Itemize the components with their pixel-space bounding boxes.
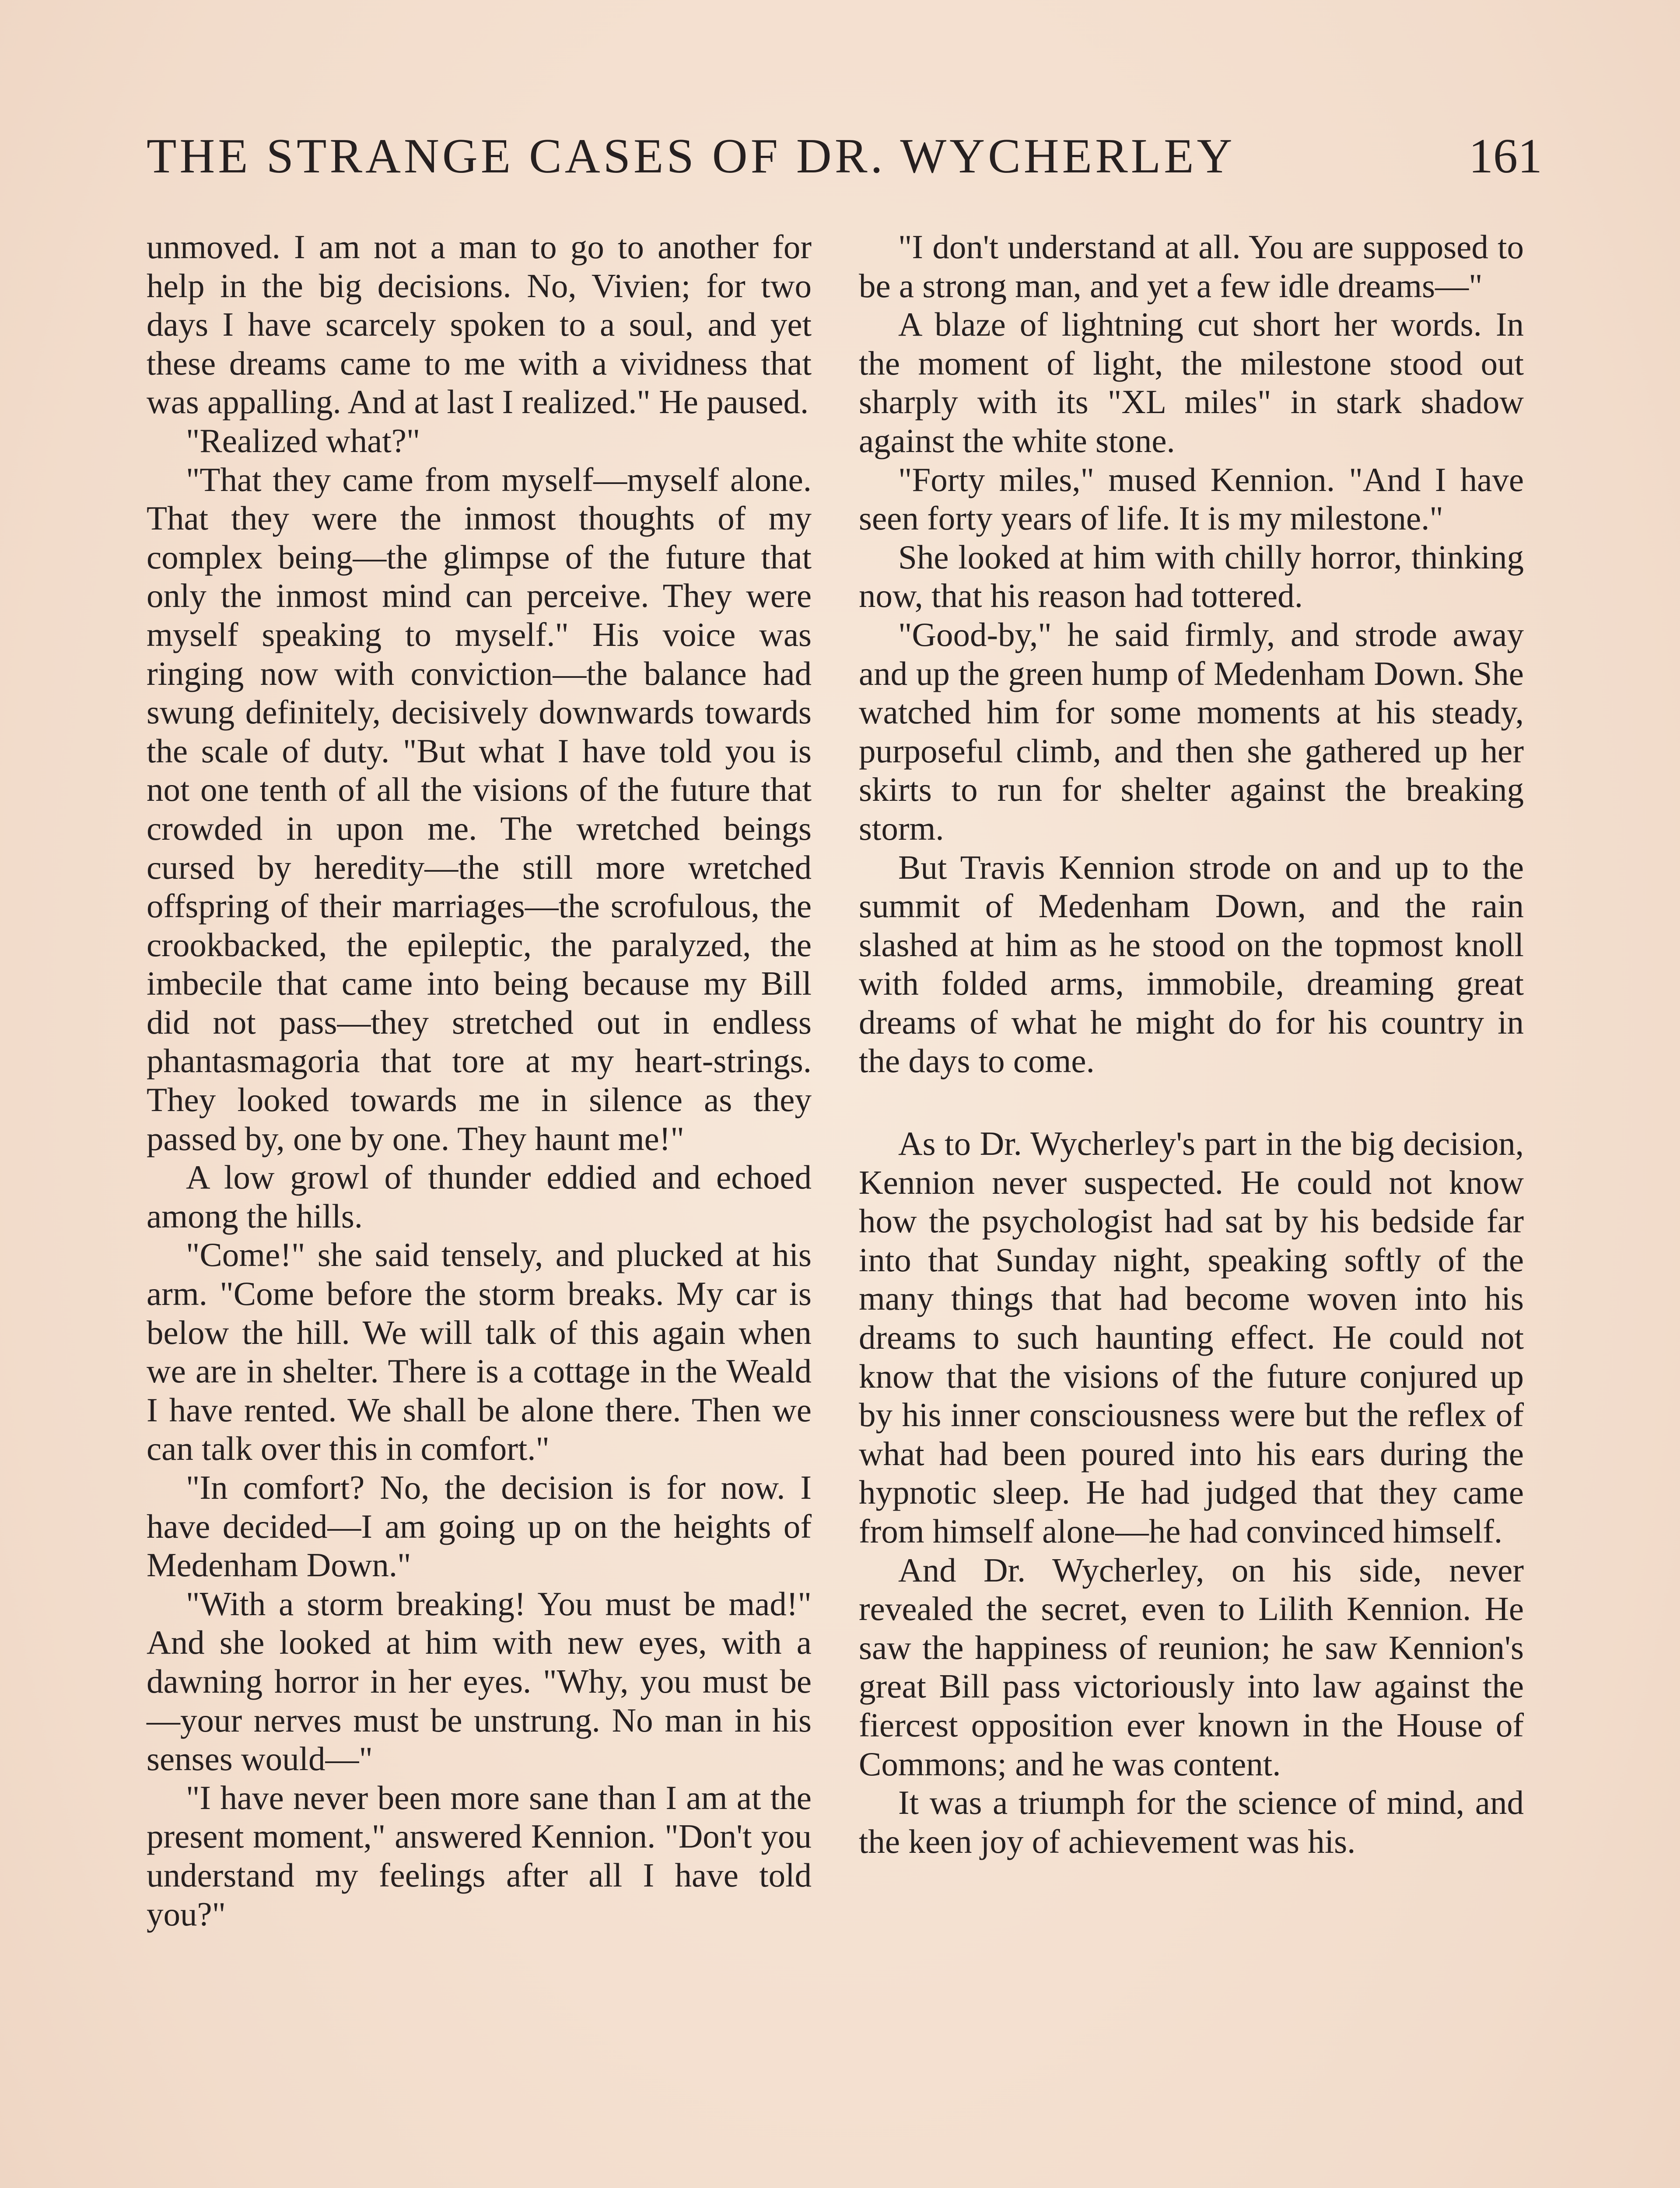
paragraph: "I don't understand at all. You are supposed to be a strong man, and yet a few idle dreams—": [859, 228, 1524, 305]
running-header: [147, 115, 1542, 198]
paragraph: "Come!" she said tensely, and plucked at his arm. "Come before the storm breaks. My car is below the hill. We will talk of this again when we are in shelter. There is a cottage in the Weald I have rented. We shall be alone there. Then we can talk over this in comfort.": [147, 1236, 812, 1468]
paragraph: "I have never been more sane than I am at the present moment," answered Kennion. "Don't you understand my feelings after all I have told you?": [147, 1778, 812, 1933]
paragraph: A low growl of thunder eddied and echoed among the hills.: [147, 1158, 812, 1235]
paragraph: "With a storm breaking! You must be mad!" And she looked at him with new eyes, with a dawning horror in her eyes. "Why, you must be—your nerves must be unstrung. No man in his senses would—": [147, 1585, 812, 1778]
page-number: 161: [1469, 129, 1542, 183]
paragraph: And Dr. Wycherley, on his side, never revealed the secret, even to Lilith Kennion. He saw the happiness of reunion; he saw Kennion's great Bill pass victoriously into law against the fiercest opposition ever known in the House of Commons; and he was content.: [859, 1551, 1524, 1783]
paragraph: "In comfort? No, the decision is for now. I have decided—I am going up on the heights of Medenham Down.": [147, 1469, 812, 1584]
right-column: [859, 228, 1524, 1861]
paragraph: But Travis Kennion strode on and up to the summit of Medenham Down, and the rain slashed at him as he stood on the topmost knoll with folded arms, immobile, dreaming great dreams of what he might do for his country in the days to come.: [859, 848, 1524, 1080]
paragraph: unmoved. I am not a man to go to another for help in the big decisions. No, Vivien; for two days I have scarcely spoken to a soul, and yet these dreams came to me with a vividness that was appalling. And at last I realized." He paused.: [147, 228, 812, 421]
paragraph: "Forty miles," mused Kennion. "And I have seen forty years of life. It is my milestone.": [859, 460, 1524, 537]
running-title: THE STRANGE CASES OF DR. WYCHERLEY: [147, 129, 1236, 183]
paragraph: A blaze of lightning cut short her words. In the moment of light, the milestone stood out sharply with its "XL miles" in stark shadow against the white stone.: [859, 305, 1524, 459]
paragraph: "Good-by," he said firmly, and strode away and up the green hump of Medenham Down. She watched him for some moments at his steady, purposeful climb, and then she gathered up her skirts to run for shelter against the breaking storm.: [859, 615, 1524, 847]
paragraph: She looked at him with chilly horror, thinking now, that his reason had tottered.: [859, 538, 1524, 615]
paragraph: "That they came from myself—myself alone. That they were the inmost thoughts of my complex being—the glimpse of the future that only the inmost mind can perceive. They were myself speaking to myself." His voice was ringing now with conviction—the balance had swung definitely, decisively downwards towards the scale of duty. "But what I have told you is not one tenth of all the visions of the future that crowded in upon me. The wretched beings cursed by heredity—the still more wretched offspring of their marriages—the scrofulous, the crookbacked, the epileptic, the paralyzed, the imbecile that came into being because my Bill did not pass—they stretched out in endless phantasmagoria that tore at my heart-strings. They looked towards me in silence as they passed by, one by one. They haunt me!": [147, 460, 812, 1157]
paragraph: "Realized what?": [186, 421, 420, 459]
left-column: [147, 228, 812, 1933]
paragraph: As to Dr. Wycherley's part in the big decision, Kennion never suspected. He could not know how the psychologist had sat by his bedside far into that Sunday night, speaking softly of the many things that had become woven into his dreams to such haunting effect. He could not know that the visions of the future conjured up by his inner consciousness were but the reflex of what had been poured into his ears during the hypnotic sleep. He had judged that they came from himself alone—he had convinced himself.: [859, 1125, 1524, 1550]
paragraph: It was a triumph for the science of mind, and the keen joy of achievement was his.: [859, 1784, 1524, 1860]
